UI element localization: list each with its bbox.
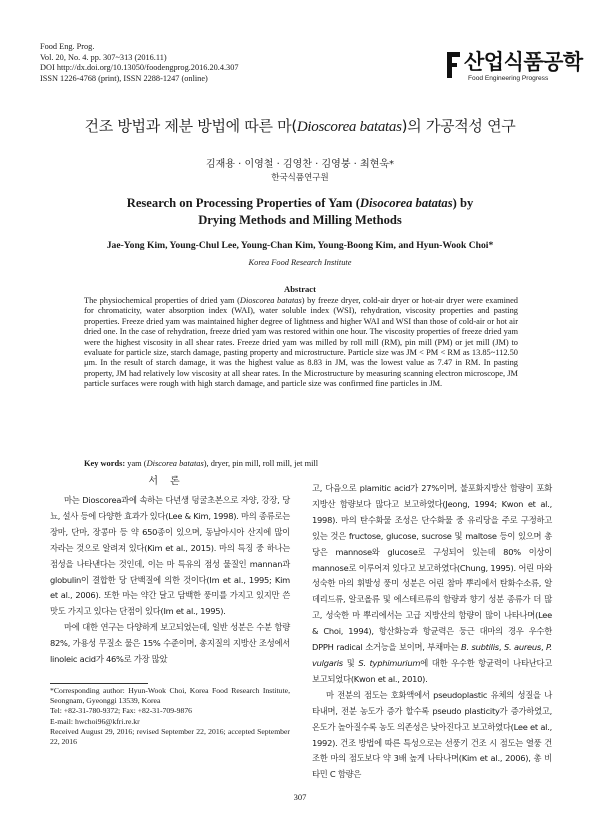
body-column-right <box>312 481 552 783</box>
journal-logo-subtitle: Food Engineering Progress <box>468 75 549 82</box>
journal-doi: DOI http://dx.doi.org/10.13050/foodengprog.2016.20.4.307 <box>40 63 239 73</box>
body-paragraph: 고, 다음으로 plamitic acid가 27%이며, 불포화지방산 함량이 포화지방산 함량보다 많다고 보고하였다(Jeong, 1994; Kwon et al., 1998). 마의 탄수화물 조성은 단수화물 중 유리당을 주로 구정하고 있는 것은 fructose, glucose, sucrose 및 maltose 등이 있으며 총 당은 mannose와 glucose로 구성되어 있는데 80% 이상이 mannose로 이루어져 있다고 보고하였다(Chung, 1995). 어린 마와 성숙한 마의 휘발성 풍미 성분은 어린 참마 뿌리에서 탄화수소류, 알데리드류, 알코올류 및 에스테르류의 함량과 향기 성분 종류가 더 많고, 성숙한 마 뿌리에서는 고급 지방산의 함량이 많이 나타나며(Lee & Choi, 1994), 항산화능과 항균력은 둥근 대마의 경우 우수한 DPPH radical 소거능을 보이며, 부채마는 B. subtilis, S. aureus, P. vulgaris 및 S. typhimurium에 대한 우수한 항균력이 나타난다고 보고되었다(Kwon et al., 2010). <box>312 483 553 684</box>
paper-title-korean: 건조 방법과 제분 방법에 따른 마(Dioscorea batatas)의 가공적성 연구 <box>84 117 516 135</box>
footnote <box>50 686 290 747</box>
body-column-left <box>50 493 290 668</box>
contact-phone: Tel: +82-31-780-9372; Fax: +82-31-709-9876 <box>50 706 193 716</box>
keywords-label: Key words: <box>84 459 126 468</box>
affiliation-korean: 한국식품연구원 <box>271 173 329 183</box>
journal-info <box>40 42 239 84</box>
journal-logo <box>446 46 583 90</box>
body-paragraph: 마는 Dioscorea과에 속하는 다년생 덩굴초본으로 자양, 강장, 당뇨, 설사 등에 다양한 효과가 있다(Lee & Kim, 1998). 마의 종류로는 장마, 단마, 장콩마 등 약 650종이 있으며, 동남아시아 산지에 많이 자라는 것으로 알려져 있다(Kim et al., 2015). 마의 특징 중 하나는 점성을 나타낸다는 것인데, 이는 마 특유의 점성 물질인 mannan과 globulin이 결합한 당 단백질에 의한 것이다(Im et al., 1995; Kim et al., 2006). 또한 마는 약간 달고 담백한 풍미를 가지고 있지만 쓴 맛도 가지고 있다는 단점이 있다(Im et al., 1995). <box>50 495 290 617</box>
footnote-divider <box>50 683 148 684</box>
abstract-text: The physiochemical properties of dried yam (Dioscorea batatas) by freeze dryer, cold-air dryer or hot-air dryer were examined for chromaticity, water absorption index (WAI), water soluble index (WSI), rehydration, viscosity properties and pasting properties. Freeze dried yam was maintained higher degree of lightness and higher WAI and WSI than those of cold-air or hot air dried one. In the case of rehydration, freeze dried yam was restored within one hour. The viscosity properties of freeze dried yam were the highest viscosity in all shear rates. Freeze dried yam was milled by roll mill (RM), pin mill (PM) or jet mill (JM) to evaluate for particle size, starch damage, pasting property and microstructure. Particle size was JM < PM < RM as 13.85~112.50 μm. In the result of starch damage, it was the highest value as 8.83 in JM, was the lowest value as 7.47 in RM. In pasting property, JM had relatively low viscosity at all shear rates. In the Microstructure by measuring scanning electron microscope, JM particle surfaces were rough with high starch damage, and particle size was confirmed fine particles in JM. <box>84 296 518 389</box>
species-name: Disocorea batatas <box>359 196 453 210</box>
corresponding-author: *Corresponding author: Hyun-Wook Choi, Korea Food Research Institute, Seongnam, Gyeonggi 13539, Korea <box>50 686 290 706</box>
authors-korean: 김재용 · 이영철 · 김영찬 · 김영붕 · 최현욱* <box>205 159 395 170</box>
section-heading-introduction: 서론 <box>148 476 192 487</box>
page-number: 307 <box>293 792 307 802</box>
journal-name: Food Eng. Prog. <box>40 42 95 51</box>
abstract-heading: Abstract <box>284 284 316 294</box>
authors-english: Jae-Yong Kim, Young-Chul Lee, Young-Chan Kim, Young-Boong Kim, and Hyun-Wook Choi* <box>106 240 494 251</box>
journal-issn: ISSN 1226-4768 (print), ISSN 2288-1247 (online) <box>40 73 208 83</box>
body-paragraph: 마에 대한 연구는 다양하게 보고되었는데, 일반 성분은 수분 함량 82%, 가용성 무질소 물은 15% 수준이며, 총지질의 지방산 조성에서 linoleic acid가 46%로 가장 많았 <box>50 622 290 665</box>
body-paragraph: 마 전분의 점도는 호화액에서 pseudoplastic 유체의 성질을 나타내며, 전분 농도가 증가 할수록 pseudo plasticity가 증가하였고, 온도가 높아질수록 농도 의존성은 낮아진다고 보고하였다(Lee et al., 1992). 건조 방법에 따른 특성으로는 선풍기 건조 시 점도는 열풍 건조한 마의 점도보다 약 3배 높게 나타나며(Kim et al., 2006), 총 비타민 C 함량은 <box>312 689 552 780</box>
contact-email: E-mail: hwchoi96@kfri.re.kr <box>50 716 140 726</box>
paper-title-english: Research on Processing Properties of Yam (Disocorea batatas) by Drying Methods and Milling Methods <box>126 196 474 227</box>
received-dates: Received August 29, 2016; revised September 22, 2016; accepted September 22, 2016 <box>50 726 290 747</box>
keywords: Key words: yam (Discorea batatas), dryer, pin mill, roll mill, jet mill <box>84 459 319 468</box>
journal-volume: Vol. 20, No. 4. pp. 307~313 (2016.11) <box>40 52 167 62</box>
species-name: Dioscorea batatas <box>296 119 402 135</box>
journal-logo-name: 산업식품공학 <box>464 50 583 74</box>
affiliation-english: Korea Food Research Institute <box>248 258 352 267</box>
journal-logo-icon <box>446 50 462 80</box>
